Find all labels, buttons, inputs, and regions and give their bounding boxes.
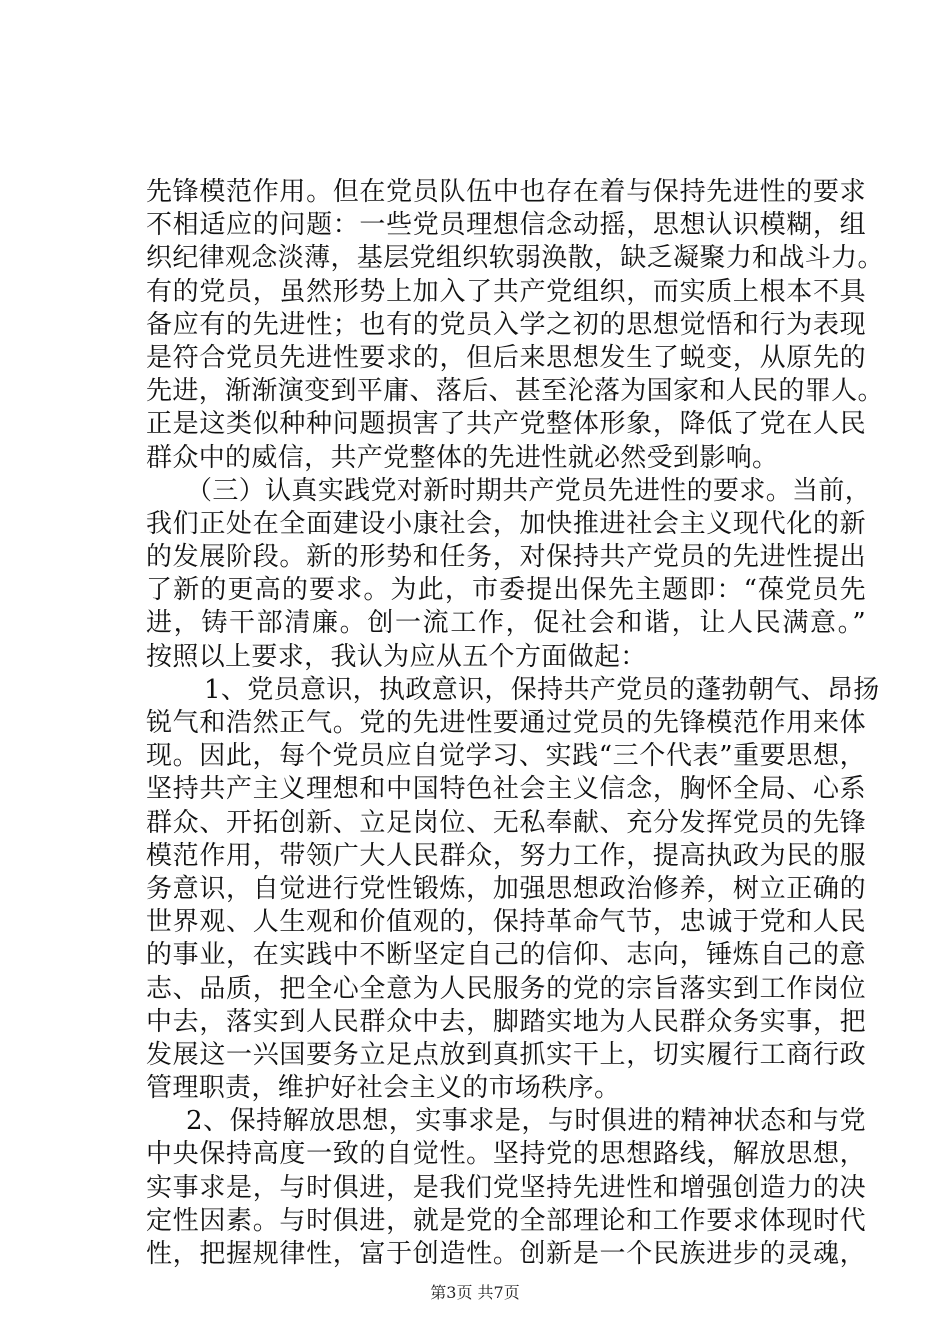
text-line: 定性因素。与时俱进，就是党的全部理论和工作要求体现时代 [146,1205,866,1236]
document-body [146,176,884,1271]
text-line: 2、保持解放思想，实事求是，与时俱进的精神状态和与党 [186,1106,866,1137]
text-line: 的发展阶段。新的形势和任务，对保持共产党员的先进性提出 [146,542,866,573]
text-line: 发展这一兴国要务立足点放到真抓实干上，切实履行工商行政 [146,1039,866,1070]
text-line: 的事业，在实践中不断坚定自己的信仰、志向，锤炼自己的意 [146,940,866,971]
text-line: 1、党员意识，执政意识，保持共产党员的蓬勃朝气、昂扬 [204,674,880,705]
text-line: 务意识，自觉进行党性锻炼，加强思想政治修养，树立正确的 [146,873,866,904]
text-line: 先锋模范作用。但在党员队伍中也存在着与保持先进性的要求 [146,177,866,207]
text-line: 中去，落实到人民群众中去，脚踏实地为人民群众务实事，把 [146,1006,866,1037]
text-line: 织纪律观念淡薄，基层党组织软弱涣散，缺乏凝聚力和战斗力。 [146,243,884,274]
page-footer: 第3页 共7页 [430,1283,520,1302]
text-line: 管理职责，维护好社会主义的市场秩序。 [146,1073,621,1104]
text-line: 了新的更高的要求。为此，市委提出保先主题即：“葆党员先 [146,575,866,606]
text-line: 锐气和浩然正气。党的先进性要通过党员的先锋模范作用来体 [146,708,866,738]
text-line: 群众、开拓创新、立足岗位、无私奉献、充分发挥党员的先锋 [146,807,866,838]
text-line: 现。因此，每个党员应自觉学习、实践“三个代表”重要思想， [146,741,866,772]
text-line: 先进，渐渐演变到平庸、落后、甚至沦落为国家和人民的罪人。 [146,376,884,407]
text-line: （三）认真实践党对新时期共产党员先进性的要求。当前， [186,475,872,506]
text-line: 中央保持高度一致的自觉性。坚持党的思想路线，解放思想， [146,1139,866,1170]
text-line: 不相适应的问题：一些党员理想信念动摇，思想认识模糊，组 [146,210,866,241]
text-line: 是符合党员先进性要求的，但后来思想发生了蜕变，从原先的 [146,342,866,373]
text-line: 正是这类似种种问题损害了共产党整体形象，降低了党在人民 [146,409,866,440]
text-line: 进，铸干部清廉。创一流工作，促社会和谐，让人民满意。” [146,608,866,639]
text-line: 实事求是，与时俱进，是我们党坚持先进性和增强创造力的决 [146,1172,866,1203]
text-line: 模范作用，带领广大人民群众，努力工作，提高执政为民的服 [146,840,866,871]
text-line: 群众中的威信，共产党整体的先进性就必然受到影响。 [146,442,779,473]
text-line: 有的党员，虽然形势上加入了共产党组织，而实质上根本不具 [146,276,866,307]
text-line: 性，把握规律性，富于创造性。创新是一个民族进步的灵魂， [146,1239,866,1269]
text-line: 坚持共产主义理想和中国特色社会主义信念，胸怀全局、心系 [146,774,866,805]
text-line: 世界观、人生观和价值观的，保持革命气节，忠诚于党和人民 [146,907,866,938]
text-line: 志、品质，把全心全意为人民服务的党的宗旨落实到工作岗位 [146,973,866,1004]
text-line: 备应有的先进性；也有的党员入学之初的思想觉悟和行为表现 [146,309,866,340]
text-line: 我们正处在全面建设小康社会，加快推进社会主义现代化的新 [146,508,866,539]
text-line: 按照以上要求，我认为应从五个方面做起： [146,641,647,672]
